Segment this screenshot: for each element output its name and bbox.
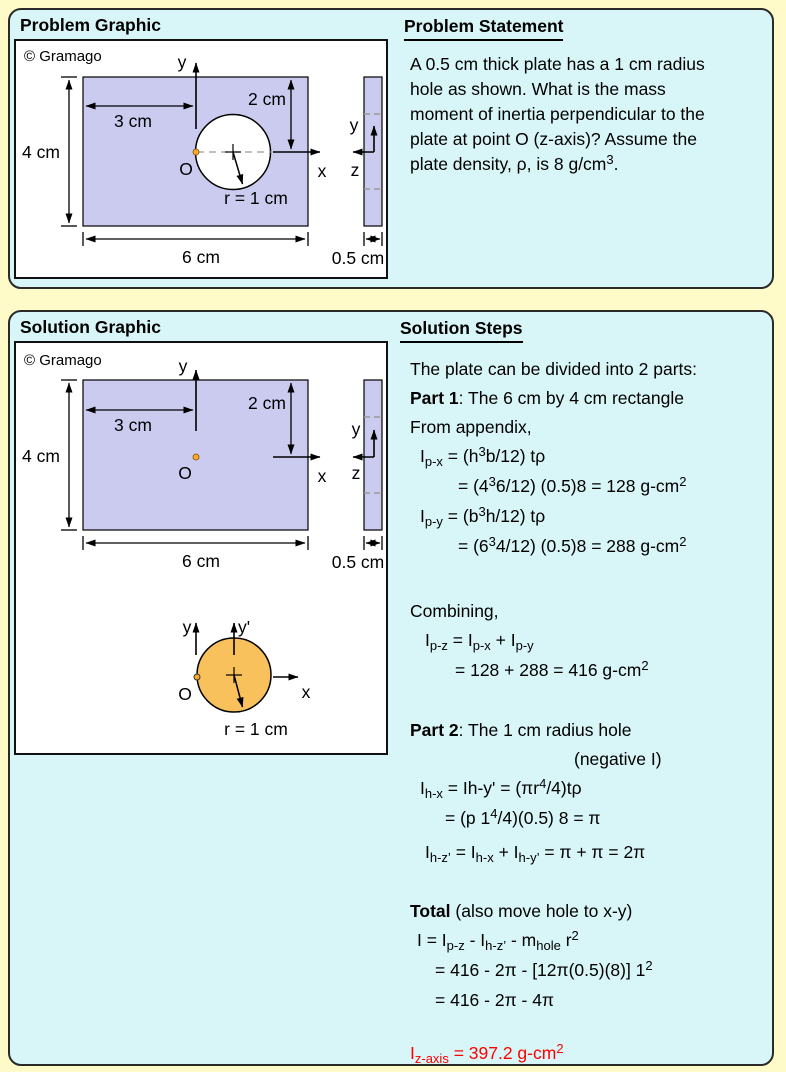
- dim-2cm-label: 2 cm: [248, 393, 286, 413]
- text-line: plate density, ρ, is 8 $g/cm^3$.: [410, 152, 619, 174]
- hole-circle: [196, 115, 273, 190]
- origin-dot: [193, 149, 199, 155]
- side-y-axis-label: y: [351, 419, 361, 439]
- dim-6cm-label: 6 cm: [182, 551, 220, 571]
- text-line: Part 2: The 1 cm radius hole: [410, 720, 632, 740]
- text-line: plate at point O (z-axis)? Assume the: [410, 129, 697, 149]
- text-line: $I_{p-y} = (b^3h/12)$ tρ: [420, 504, 546, 529]
- y-prime-axis-label: y': [238, 617, 251, 637]
- origin-label: O: [179, 159, 193, 179]
- plate-side-view: [350, 77, 382, 226]
- problem-graphic-drawing: [16, 41, 386, 277]
- dim-thickness-label: 0.5 cm: [331, 248, 385, 268]
- solution-graphic-title: Solution Graphic: [20, 317, 161, 337]
- text-line: (negative I): [574, 749, 662, 769]
- text-line: Total (also move hole to x-y): [410, 901, 633, 921]
- problem-statement-text: [404, 52, 770, 178]
- dim-6cm-label: 6 cm: [182, 247, 220, 267]
- text-line: Combining,: [410, 601, 499, 621]
- side-y-axis-label: y: [349, 115, 359, 135]
- text-line: = 128 + 288 = 416 $g-cm^2$: [455, 658, 649, 680]
- text-line: = $(4^36/12) (0.5)8 = 128$ $g-cm^2$: [458, 474, 687, 496]
- text-line: From appendix,: [410, 417, 532, 437]
- text-line: A 0.5 cm thick plate has a 1 cm radius: [410, 54, 705, 74]
- dim-3cm-label: 3 cm: [114, 111, 152, 131]
- z-axis-label: z: [351, 463, 361, 483]
- text-line: = $(6^34/12) (0.5)8 = 288$ $g-cm^2$: [458, 534, 687, 556]
- y-axis-label: y: [177, 52, 187, 72]
- y-axis-label: y: [178, 356, 188, 376]
- watermark: © Gramago: [24, 352, 102, 369]
- text-line: The plate can be divided into 2 parts:: [410, 359, 697, 379]
- problem-panel: [8, 8, 774, 289]
- problem-graphic-box: [14, 39, 388, 279]
- text-line: moment of inertia perpendicular to the: [410, 104, 705, 124]
- solution-graphic-drawing: [16, 343, 386, 753]
- text-line: $I_{h-z’} = I_{h-x} + I_{h-y’} = \pi + \pi = 2\pi$: [425, 842, 646, 865]
- text-line: $I_{p-z} = I_{p-x} + I_{p-y}$: [425, 630, 534, 653]
- text-line: $I_{h-x} = Ih-y' = (\pi r^4/4)t\rho$: [420, 776, 582, 801]
- dim-2cm-label: 2 cm: [248, 89, 286, 109]
- plate-side-view: [353, 380, 382, 530]
- solution-graphic-box: [14, 341, 388, 755]
- text-line: Part 1: The 6 cm by 4 cm rectangle: [410, 388, 684, 408]
- origin-label: O: [178, 684, 192, 704]
- text-line: hole as shown. What is the mass: [410, 79, 666, 99]
- text-line: = 416 - 2π - 4π: [435, 990, 554, 1010]
- solution-steps-title: Solution Steps: [400, 318, 523, 343]
- solution-panel: [8, 310, 774, 1066]
- text-line: $I_{z-axis} = 397.2$ $g-cm^2$: [410, 1041, 564, 1066]
- dim-4cm-label: 4 cm: [22, 446, 60, 466]
- x-axis-label: x: [317, 466, 327, 486]
- text-line: = (p $1^4/4)(0.5)$ 8 = π: [445, 806, 601, 828]
- radius-label: r = 1 cm: [224, 188, 288, 208]
- dim-thickness-label: 0.5 cm: [331, 552, 385, 572]
- text-line: $I_{p-x} = (h^3b/12)$ tρ: [420, 444, 546, 469]
- x-axis-label: x: [301, 682, 311, 702]
- problem-statement-title: Problem Statement: [404, 16, 563, 41]
- x-axis-label: x: [317, 161, 327, 181]
- text-line: $I = I_{p-z} - I_{h-z’} - m_{hole}$ $r^2$: [417, 928, 579, 953]
- solution-steps-text: [400, 355, 772, 1069]
- origin-dot: [193, 454, 199, 460]
- y-axis-label: y: [182, 617, 192, 637]
- watermark: © Gramago: [24, 48, 102, 65]
- dim-4cm-label: 4 cm: [22, 142, 60, 162]
- radius-label: r = 1 cm: [224, 719, 288, 739]
- problem-graphic-title: Problem Graphic: [20, 15, 162, 35]
- z-axis-label: z: [350, 160, 360, 180]
- text-line: = 416 - 2π - [12π(0.5)(8)] $1^2$: [435, 958, 653, 980]
- origin-label: O: [178, 463, 192, 483]
- dim-3cm-label: 3 cm: [114, 415, 152, 435]
